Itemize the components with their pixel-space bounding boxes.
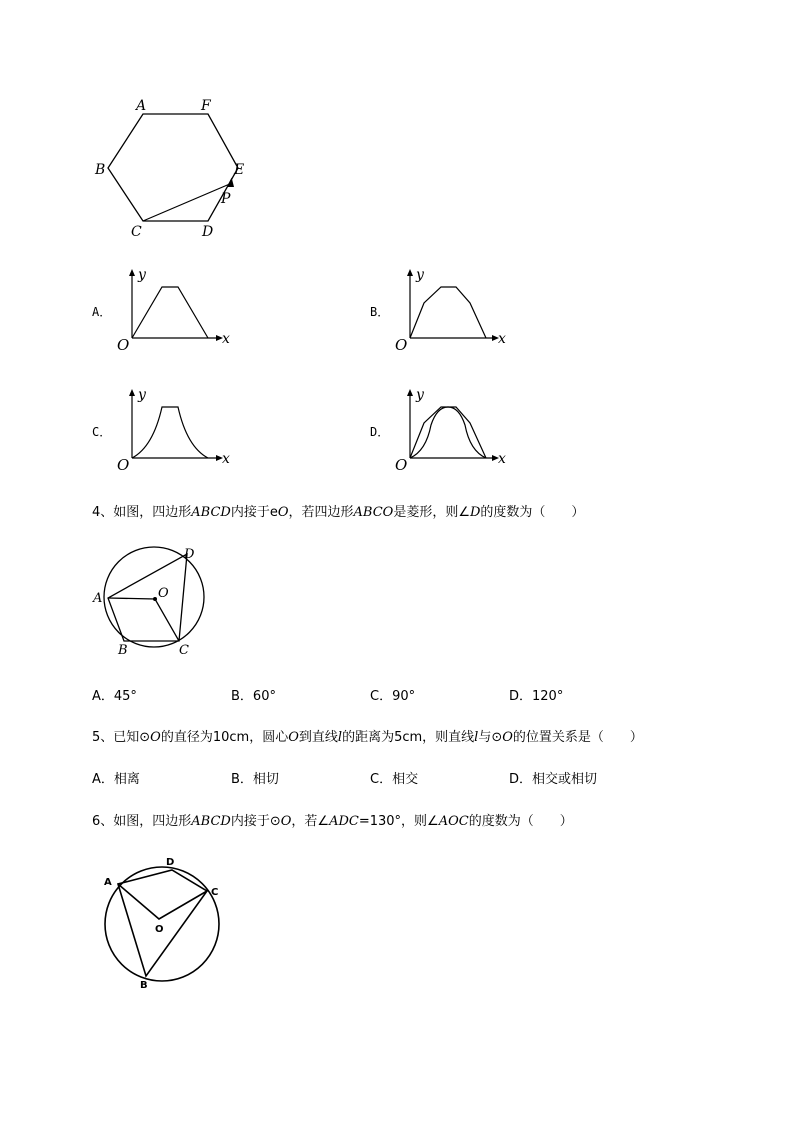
option-b-curve: [410, 287, 486, 338]
q4-rhombus-sides: [108, 598, 179, 641]
q6-label-b: B: [140, 980, 148, 991]
option-a-curve: [132, 287, 208, 338]
q4-label-c: C: [179, 643, 189, 658]
q4-option-c: C．90°: [370, 689, 416, 704]
option-a-y-label: y: [138, 267, 146, 283]
label-a: A: [136, 98, 147, 114]
label-e: E: [234, 162, 245, 178]
option-c-graph: [115, 385, 240, 475]
q4-center-dot: [153, 597, 157, 601]
option-d-origin-label: O: [395, 456, 408, 474]
option-b-x-label: x: [498, 331, 506, 347]
q6-label-a: A: [104, 877, 112, 888]
q6-label-d: D: [166, 857, 175, 868]
q4-quadrilateral: [108, 554, 187, 641]
option-a-x-label: x: [222, 331, 230, 347]
q5-option-d: D．相交或相切: [509, 772, 598, 787]
q4-option-a: A．45°: [92, 689, 137, 704]
q5-option-b: B．相切: [231, 772, 279, 787]
q4-option-d: D．120°: [509, 689, 564, 704]
q4-label-o: O: [158, 586, 169, 601]
label-c: C: [131, 224, 142, 240]
hexagon-shape: [108, 114, 238, 221]
option-c-label: C．: [92, 425, 112, 439]
option-a-origin-label: O: [117, 336, 130, 354]
q6-label-o: O: [155, 924, 164, 935]
option-c-curve: [132, 407, 208, 458]
q6-radii: [118, 884, 207, 919]
q4-circle: [104, 547, 204, 647]
label-f: F: [201, 98, 211, 114]
q5-option-a: A．相离: [92, 772, 140, 787]
question-5-text: 5、已知⊙O的直径为10cm，圆心O到直线l的距离为5cm，则直线l与⊙O的位置关系是（ ）: [92, 730, 643, 745]
option-d-x-label: x: [498, 451, 506, 467]
option-d-y-label: y: [416, 387, 424, 403]
option-a-graph: [115, 265, 240, 355]
option-c-y-label: y: [138, 387, 146, 403]
q4-label-a: A: [93, 591, 103, 606]
label-b: B: [95, 162, 106, 178]
option-d-graph: [393, 385, 518, 475]
option-a-label: A．: [92, 305, 112, 319]
q5-option-c: C．相交: [370, 772, 419, 787]
option-d-curve-polyline: [410, 407, 486, 458]
label-d: D: [202, 224, 214, 240]
question-4-figure: [88, 540, 218, 660]
hexagon-figure: [90, 90, 270, 245]
question-4-text: 4、如图，四边形ABCD内接于eO，若四边形ABCO是菱形，则∠D的度数为（ ）: [92, 505, 585, 520]
question-6-text: 6、如图，四边形ABCD内接于⊙O，若∠ADC=130°，则∠AOC的度数为（ ）: [92, 814, 573, 829]
label-p: P: [221, 191, 231, 207]
option-c-origin-label: O: [117, 456, 130, 474]
q6-label-c: C: [211, 887, 219, 898]
question-6-figure: [95, 850, 235, 990]
option-b-label: B．: [370, 305, 390, 319]
option-b-graph: [393, 265, 518, 355]
q4-option-b: B．60°: [231, 689, 276, 704]
option-b-origin-label: O: [395, 336, 408, 354]
q6-quadrilateral: [118, 870, 207, 976]
option-c-x-label: x: [222, 451, 230, 467]
q4-label-b: B: [118, 643, 128, 658]
option-b-y-label: y: [416, 267, 424, 283]
q4-label-d: D: [184, 547, 195, 562]
option-d-label: D．: [370, 425, 390, 439]
